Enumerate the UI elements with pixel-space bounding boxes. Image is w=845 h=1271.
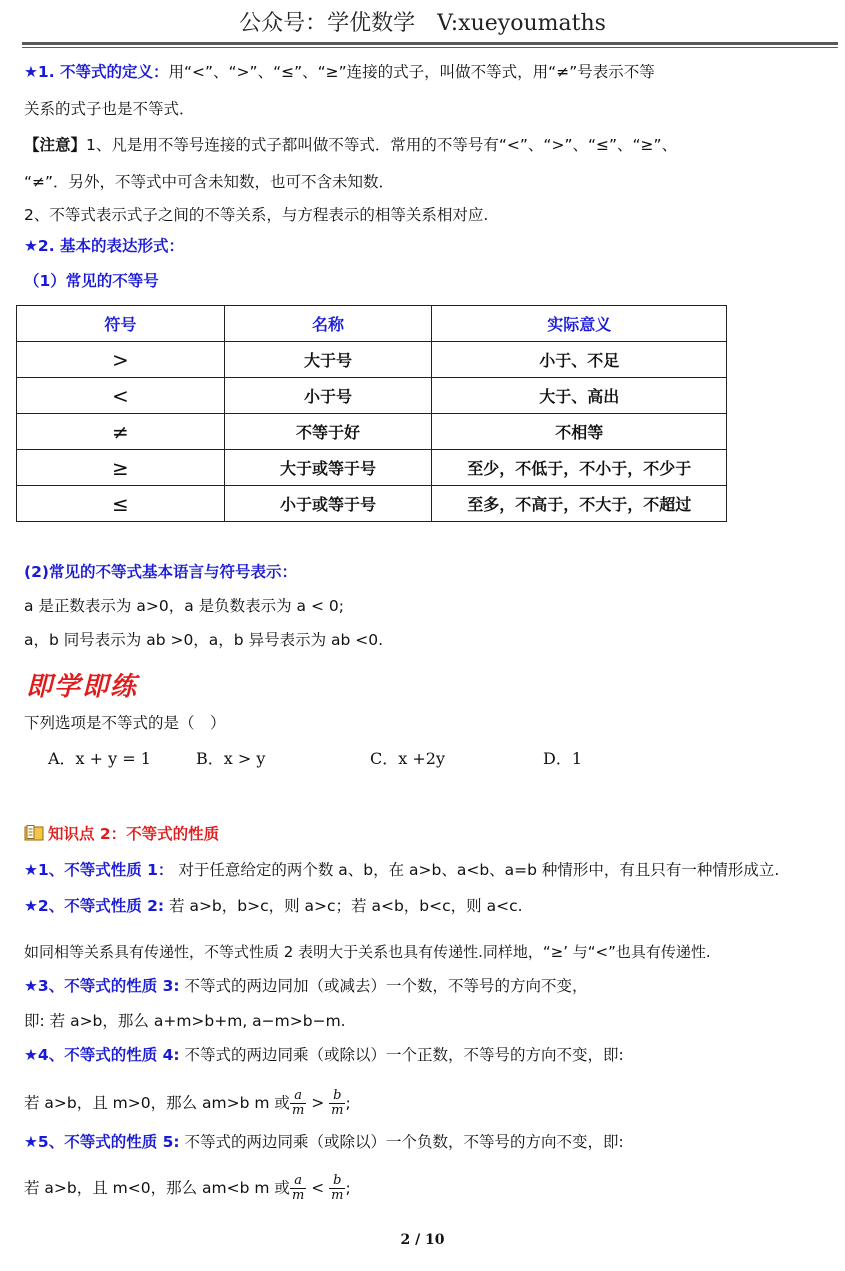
table-cell-name: 小于或等于号 bbox=[224, 486, 432, 522]
table-cell-symbol: ≠ bbox=[17, 414, 225, 450]
property5-example bbox=[24, 1171, 351, 1205]
table-cell-meaning: 不相等 bbox=[432, 414, 727, 450]
table-cell-name: 不等于好 bbox=[224, 414, 432, 450]
property4-text: 不等式的两边同乘（或除以）一个正数，不等号的方向不变，即: bbox=[184, 1046, 624, 1064]
table-cell-name: 小于号 bbox=[224, 378, 432, 414]
property4-example bbox=[24, 1086, 351, 1120]
fraction-b-over-m: $\frac{b}{m}$ bbox=[331, 1088, 344, 1118]
section2-heading: 2. 基本的表达形式： bbox=[37, 237, 184, 255]
inequality-table bbox=[16, 305, 727, 522]
property5-prefix: 若 a>b，且 m<0，那么 am<b m 或 bbox=[24, 1179, 290, 1197]
option-a: A．x + y = 1 bbox=[48, 749, 151, 768]
option-c: C．x +2y bbox=[370, 749, 445, 768]
table-cell-name: 大于或等于号 bbox=[224, 450, 432, 486]
option-b: B．x > y bbox=[196, 749, 266, 768]
knowledge2-heading-line bbox=[24, 822, 219, 846]
table-cell-symbol: ≤ bbox=[17, 486, 225, 522]
fraction-a-over-m: $\frac{a}{m}$ bbox=[291, 1088, 305, 1118]
star-icon: ★ bbox=[24, 897, 38, 915]
star-icon: ★ bbox=[24, 977, 38, 995]
property5-operator: < bbox=[311, 1179, 325, 1197]
section2-sub1: （1）常见的不等号 bbox=[24, 272, 159, 290]
star-icon: ★ bbox=[24, 237, 38, 255]
table-cell-symbol: > bbox=[17, 342, 225, 378]
property3-text: 不等式的两边同加（或减去）一个数，不等号的方向不变， bbox=[184, 977, 588, 995]
table-cell-meaning: 大于、高出 bbox=[432, 378, 727, 414]
table-cell-symbol: < bbox=[17, 378, 225, 414]
property4-tail: ; bbox=[345, 1094, 351, 1112]
book-icon bbox=[24, 825, 44, 841]
property4-operator: > bbox=[311, 1094, 325, 1112]
table-header-cell: 符号 bbox=[17, 306, 225, 342]
definition-heading: 1. 不等式的定义： bbox=[37, 63, 169, 81]
property2-label: 2、不等式性质 2: bbox=[37, 897, 165, 915]
table-header-cell: 实际意义 bbox=[432, 306, 727, 342]
property5-tail: ; bbox=[345, 1179, 351, 1197]
note-text-c: 2、不等式表示式子之间的不等关系，与方程表示的相等关系相对应. bbox=[24, 206, 489, 224]
property5-label: 5、不等式的性质 5: bbox=[37, 1133, 180, 1151]
property2-text: 若 a>b，b>c，则 a>c；若 a<b，b<c，则 a<c. bbox=[169, 897, 523, 915]
expression-line-2: a，b 同号表示为 ab >0，a，b 异号表示为 ab <0. bbox=[24, 631, 384, 649]
header-rule-thin bbox=[22, 47, 838, 48]
table-header-cell: 名称 bbox=[224, 306, 432, 342]
note-text-b: “≠”．另外，不等式中可含未知数，也可不含未知数． bbox=[24, 173, 395, 191]
property1-line bbox=[24, 858, 779, 882]
star-icon: ★ bbox=[24, 1133, 38, 1151]
table-cell-meaning: 小于、不足 bbox=[432, 342, 727, 378]
practice-question: 下列选项是不等式的是（ ） bbox=[24, 714, 226, 732]
property4-line bbox=[24, 1043, 624, 1067]
property5-text: 不等式的两边同乘（或除以）一个负数，不等号的方向不变，即: bbox=[184, 1133, 624, 1151]
property4-label: 4、不等式的性质 4: bbox=[37, 1046, 180, 1064]
property3-label: 3、不等式的性质 3: bbox=[37, 977, 180, 995]
property2-line bbox=[24, 894, 523, 918]
table-cell-symbol: ≥ bbox=[17, 450, 225, 486]
table-row bbox=[17, 486, 727, 522]
definition-line-1 bbox=[24, 60, 655, 84]
note-label: 【注意】 bbox=[24, 136, 87, 154]
fraction-b-over-m: $\frac{b}{m}$ bbox=[331, 1173, 344, 1203]
table-cell-meaning: 至少，不低于，不小于，不少于 bbox=[432, 450, 727, 486]
section2-sub2: (2)常见的不等式基本语言与符号表示： bbox=[24, 563, 297, 581]
option-d: D．1 bbox=[543, 749, 583, 768]
note-line-1 bbox=[24, 133, 677, 157]
definition-text-b: 关系的式子也是不等式． bbox=[24, 100, 195, 118]
table-row bbox=[17, 450, 727, 486]
definition-text-a: 用“<”、“>”、“≤”、“≥”连接的式子，叫做不等式，用“≠”号表示不等 bbox=[168, 63, 655, 81]
table-header-row bbox=[17, 306, 727, 342]
practice-title: 即学即练 bbox=[26, 672, 139, 702]
property3-line bbox=[24, 974, 588, 998]
knowledge2-heading: 知识点 2：不等式的性质 bbox=[48, 825, 220, 843]
header-rule bbox=[22, 42, 838, 45]
star-icon: ★ bbox=[24, 63, 38, 81]
section2-heading-line bbox=[24, 234, 184, 258]
page-header-title: 公众号：学优数学 V:xueyoumaths bbox=[239, 11, 606, 36]
table-row bbox=[17, 342, 727, 378]
star-icon: ★ bbox=[24, 1046, 38, 1064]
property1-label: 1、不等式性质 1： bbox=[37, 861, 174, 879]
table-cell-name: 大于号 bbox=[224, 342, 432, 378]
property3-example: 即: 若 a>b，那么 a+m>b+m, a−m>b−m. bbox=[24, 1012, 346, 1030]
star-icon: ★ bbox=[24, 861, 38, 879]
table-cell-meaning: 至多，不高于，不大于，不超过 bbox=[432, 486, 727, 522]
property2-note: 如同相等关系具有传递性，不等式性质 2 表明大于关系也具有传递性.同样地，“≥’ 与“<”也具有传递性. bbox=[24, 943, 711, 961]
note-text-a: 1、凡是用不等号连接的式子都叫做不等式．常用的不等号有“<”、“>”、“≤”、“≥”、 bbox=[86, 136, 678, 154]
expression-line-1: a 是正数表示为 a>0，a 是负数表示为 a < 0; bbox=[24, 597, 344, 615]
property5-line bbox=[24, 1130, 624, 1154]
table-row bbox=[17, 378, 727, 414]
page-number: 2 / 10 bbox=[400, 1232, 445, 1248]
property4-prefix: 若 a>b，且 m>0，那么 am>b m 或 bbox=[24, 1094, 290, 1112]
property1-text: 对于任意给定的两个数 a、b，在 a>b、a<b、a=b 种情形中，有且只有一种情形成立. bbox=[178, 861, 780, 879]
fraction-a-over-m: $\frac{a}{m}$ bbox=[291, 1173, 305, 1203]
table-row bbox=[17, 414, 727, 450]
